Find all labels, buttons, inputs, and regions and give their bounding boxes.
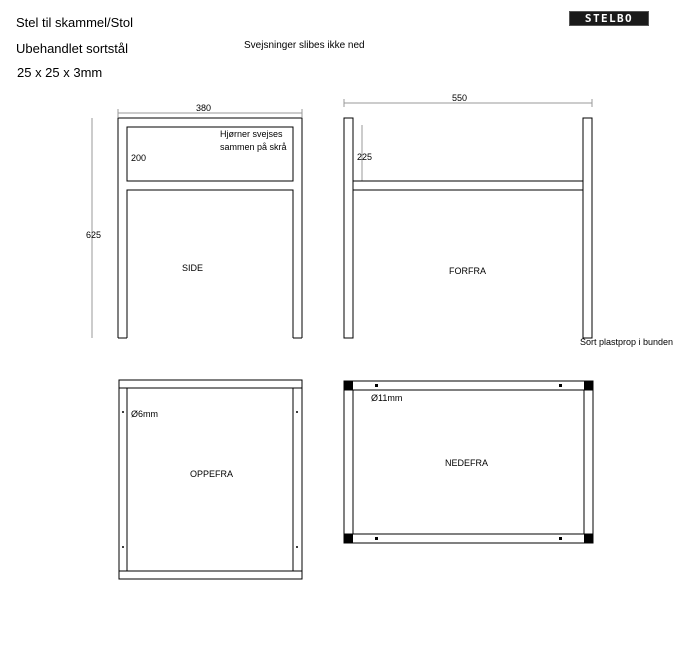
side-width-label: 380 <box>196 103 212 113</box>
side-frame-inner-leg <box>127 190 293 338</box>
hole-11mm <box>375 384 378 387</box>
top-view-holes <box>122 411 298 548</box>
plastic-plug <box>584 381 593 390</box>
top-hole-note: Ø6mm <box>131 409 158 419</box>
hole-6mm <box>296 546 298 548</box>
side-view-label: SIDE <box>182 263 204 273</box>
front-left-leg <box>344 118 353 338</box>
side-inner-label: 200 <box>131 153 147 163</box>
stelbo-logo: STELBO <box>569 11 649 26</box>
hole-6mm <box>122 546 124 548</box>
plastic-plug-note: Sort plastprop i bunden <box>580 337 674 347</box>
plastic-plug <box>344 534 353 543</box>
front-right-leg <box>583 118 592 338</box>
hole-11mm <box>375 537 378 540</box>
hole-6mm <box>122 411 124 413</box>
hole-11mm <box>559 384 562 387</box>
plastic-plug <box>584 534 593 543</box>
front-seat-rail <box>353 181 583 190</box>
top-view-label: OPPEFRA <box>190 469 234 479</box>
corner-note-2: sammen på skrå <box>220 142 287 152</box>
front-view-label: FORFRA <box>449 266 486 276</box>
weld-note: Svejsninger slibes ikke ned <box>244 40 365 51</box>
front-view <box>344 99 592 338</box>
corner-note-1: Hjørner svejses <box>220 129 283 139</box>
bottom-hole-note: Ø11mm <box>371 393 403 403</box>
title-line-3: 25 x 25 x 3mm <box>17 65 103 80</box>
front-width-label: 550 <box>452 93 468 103</box>
plastic-plug <box>344 381 353 390</box>
title-line-2: Ubehandlet sortstål <box>16 41 129 56</box>
front-inner-label: 225 <box>357 152 373 162</box>
side-height-label: 625 <box>86 230 102 240</box>
hole-11mm <box>559 537 562 540</box>
bottom-view-label: NEDEFRA <box>445 458 489 468</box>
title-line-1: Stel til skammel/Stol <box>16 15 134 30</box>
hole-6mm <box>296 411 298 413</box>
